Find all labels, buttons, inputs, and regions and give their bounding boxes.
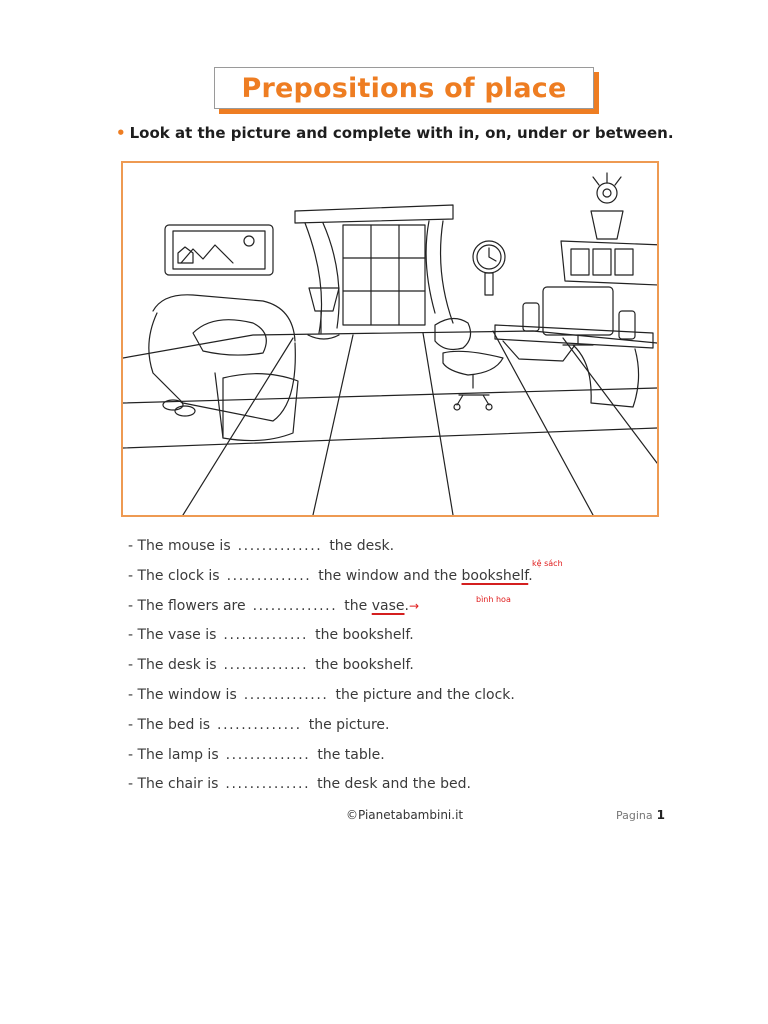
sentence-start: - The flowers are — [128, 597, 246, 614]
sentence-9 — [128, 771, 688, 801]
sentence-end: the picture. — [308, 716, 390, 733]
sentence-5 — [128, 652, 688, 682]
sentence-start: - The mouse is — [128, 538, 231, 554]
answer-blank[interactable]: .............. — [225, 776, 311, 793]
sentence-start: - The window is — [128, 686, 237, 703]
footer-page — [616, 808, 665, 822]
instruction — [116, 124, 716, 142]
sentence-2 — [128, 558, 688, 593]
sentence-4 — [128, 622, 688, 652]
vase-note: bình hoa — [476, 594, 511, 604]
answer-blank[interactable]: .............. — [223, 657, 309, 674]
answer-blank[interactable]: .............. — [237, 538, 323, 554]
sentence-end: the — [344, 597, 372, 614]
sentence-tail: . — [528, 567, 533, 584]
bedroom-picture — [121, 161, 659, 517]
answer-blank[interactable]: .............. — [225, 746, 311, 763]
sentence-start: - The lamp is — [128, 746, 219, 763]
sentence-end: the window and the — [318, 567, 462, 584]
instruction-text: Look at the picture and complete with in, on, under or between. — [129, 124, 674, 142]
sentence-end: the table. — [317, 746, 385, 763]
sentence-1 — [128, 533, 688, 563]
page-label: Pagina — [616, 809, 653, 822]
sentence-tail: . — [404, 597, 409, 614]
title-box — [214, 67, 594, 109]
answer-blank[interactable]: .............. — [252, 597, 338, 614]
answer-blank[interactable]: .............. — [223, 627, 309, 644]
bullet: • — [116, 124, 126, 142]
sentence-end: the picture and the clock. — [335, 686, 515, 703]
answer-blank[interactable]: .............. — [226, 567, 312, 584]
sentence-end: the bookshelf. — [315, 627, 414, 644]
marked-word-vase: vase — [371, 597, 405, 614]
sentence-start: - The bed is — [128, 716, 211, 733]
answer-blank[interactable]: .............. — [217, 716, 302, 733]
sentence-end: the desk. — [329, 538, 395, 554]
sentence-start: - The clock is — [128, 567, 220, 584]
sentence-end: the bookshelf. — [315, 657, 414, 674]
sentence-7 — [128, 712, 688, 742]
sentence-start: - The vase is — [128, 627, 217, 644]
sentence-list — [128, 533, 688, 801]
bookshelf-note: kệ sách — [532, 558, 563, 568]
footer-site: ©Pianetabambini.it — [346, 808, 464, 822]
sentence-8 — [128, 742, 688, 772]
sentence-start: - The chair is — [128, 776, 219, 793]
arrow-icon: → — [408, 598, 420, 613]
bedroom-illustration-icon — [123, 163, 657, 515]
answer-blank[interactable]: .............. — [243, 686, 329, 703]
sentence-3 — [128, 593, 688, 623]
page-title: Prepositions of place — [241, 72, 567, 104]
sentence-end: the desk and the bed. — [317, 776, 471, 793]
sentence-start: - The desk is — [128, 657, 217, 674]
sentence-6 — [128, 682, 688, 712]
page-number: 1 — [656, 808, 665, 822]
marked-word-bookshelf: bookshelf — [461, 567, 529, 584]
